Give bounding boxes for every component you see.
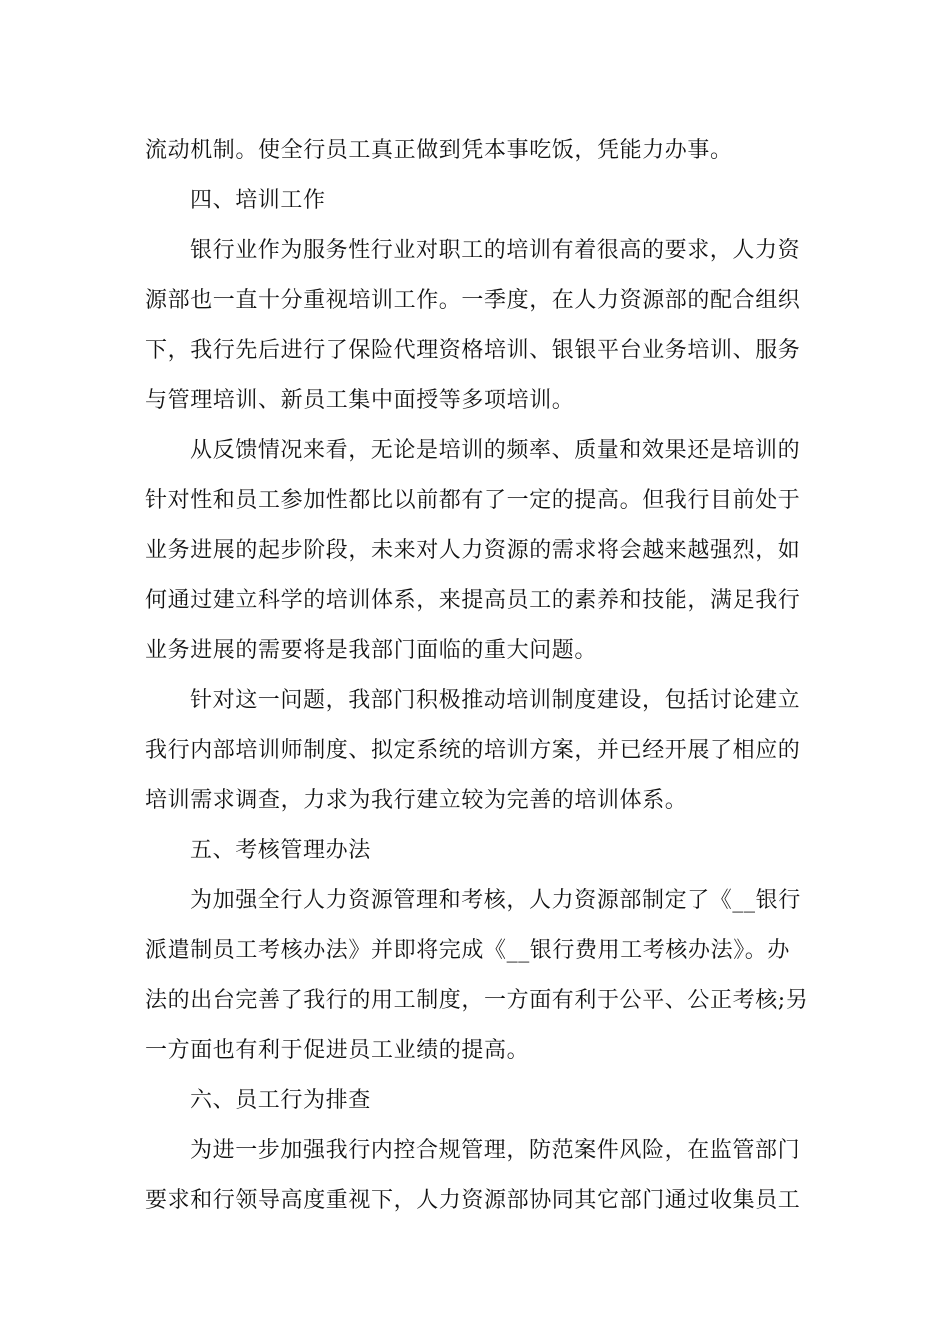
paragraph-line: 派遣制员工考核办法》并即将完成《__银行费用工考核办法》。办 — [145, 938, 791, 963]
paragraph-line: 为加强全行人力资源管理和考核，人力资源部制定了《__银行 — [190, 888, 801, 913]
paragraph-line: 我行内部培训师制度、拟定系统的培训方案，并已经开展了相应的 — [145, 738, 801, 763]
paragraph-line: 何通过建立科学的培训体系，来提高员工的素养和技能，满足我行 — [145, 588, 801, 613]
section-heading-training: 四、培训工作 — [190, 188, 326, 213]
paragraph-line: 业务进展的需要将是我部门面临的重大问题。 — [145, 638, 598, 663]
paragraph-line: 从反馈情况来看，无论是培训的频率、质量和效果还是培训的 — [190, 438, 801, 463]
paragraph-line: 下，我行先后进行了保险代理资格培训、银银平台业务培训、服务 — [145, 338, 801, 363]
paragraph-line: 一方面也有利于促进员工业绩的提高。 — [145, 1038, 530, 1063]
paragraph-line: 培训需求调查，力求为我行建立较为完善的培训体系。 — [145, 788, 688, 813]
paragraph-line: 针对这一问题，我部门积极推动培训制度建设，包括讨论建立 — [190, 688, 801, 713]
section-heading-assessment: 五、考核管理办法 — [190, 838, 371, 863]
paragraph-line: 为进一步加强我行内控合规管理，防范案件风险，在监管部门 — [190, 1138, 801, 1163]
paragraph-line: 针对性和员工参加性都比以前都有了一定的提高。但我行目前处于 — [145, 488, 801, 513]
paragraph-line: 法的出台完善了我行的用工制度，一方面有利于公平、公正考核;另 — [145, 988, 809, 1013]
paragraph-line: 银行业作为服务性行业对职工的培训有着很高的要求，人力资 — [190, 238, 801, 263]
section-heading-conduct-review: 六、员工行为排查 — [190, 1088, 371, 1113]
paragraph-line: 业务进展的起步阶段，未来对人力资源的需求将会越来越强烈，如 — [145, 538, 801, 563]
paragraph-line: 流动机制。使全行员工真正做到凭本事吃饭，凭能力办事。 — [145, 138, 733, 163]
paragraph-line: 源部也一直十分重视培训工作。一季度，在人力资源部的配合组织 — [145, 288, 801, 313]
paragraph-line: 要求和行领导高度重视下，人力资源部协同其它部门通过收集员工 — [145, 1188, 801, 1213]
paragraph-line: 与管理培训、新员工集中面授等多项培训。 — [145, 388, 575, 413]
